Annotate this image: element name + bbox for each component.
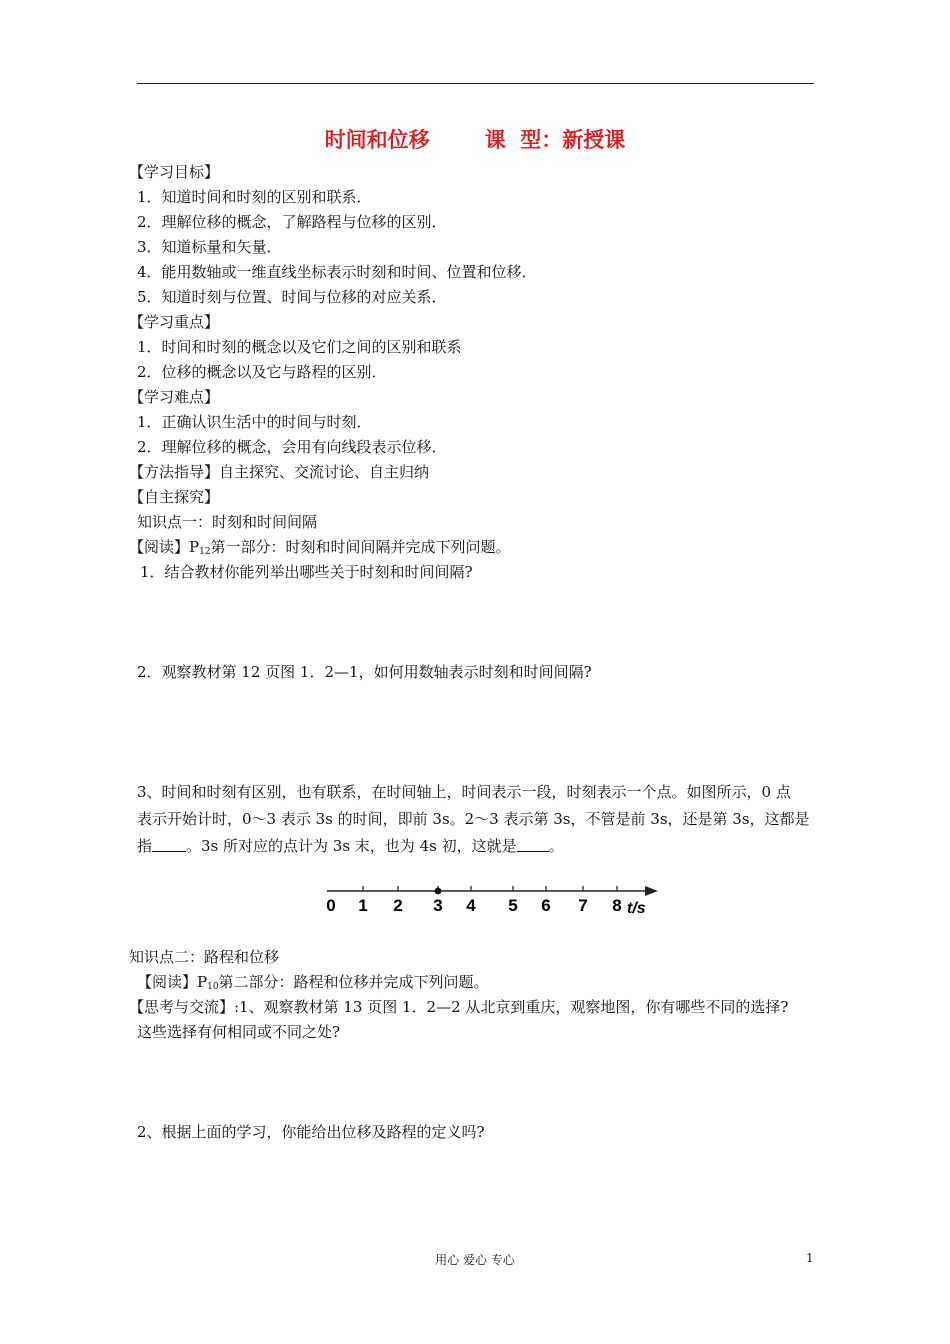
kp2-title: 知识点二：路程和位移 (129, 948, 280, 966)
kp1-question-3-line-3: 指 。3s 所对应的点计为 3s 末，也为 4s 初，这就是 。 (137, 837, 564, 855)
kp1-reading-post: 第一部分：时刻和时间间隔并完成下列问题。 (210, 538, 511, 556)
objective-item: 2．理解位移的概念，了解路程与位移的区别． (137, 213, 447, 231)
title-lesson: 时间和位移 (324, 127, 430, 152)
time-axis-tick-label: 7 (578, 896, 588, 915)
page-number: 1 (806, 1251, 814, 1265)
explore-heading: 【自主探究】 (129, 488, 220, 506)
difficulty-item: 1．正确认识生活中的时间与时刻． (137, 413, 372, 431)
key-point-item: 2．位移的概念以及它与路程的区别． (137, 363, 387, 381)
kp1-question-3-line-2: 表示开始计时，0～3 表示 3s 的时间，即前 3s。2～3 表示第 3s，不管是前 3s，还是第 3s，这都是 (137, 810, 810, 828)
time-axis-unit: t/s (627, 900, 646, 917)
kp2-think-line-1: 【思考与交流】:1、观察教材第 13 页图 1．2—2 从北京到重庆，观察地图，你有哪些不同的选择? (129, 998, 789, 1016)
page-title (0, 124, 950, 154)
kp2-reading (137, 972, 489, 997)
title-lesson-type: 课 型：新授课 (484, 127, 626, 152)
method-guidance: 【方法指导】自主探究、交流讨论、自主归纳 (129, 463, 430, 481)
time-axis-marked-point (435, 888, 442, 895)
kp1-reading-pre: 【阅读】P (129, 538, 200, 556)
objective-item: 1．知道时间和时刻的区别和联系． (137, 188, 372, 206)
time-axis-tick-label: 0 (326, 896, 336, 915)
answer-blank-2 (517, 838, 549, 852)
kp1-reading-page: 12 (199, 547, 211, 557)
time-axis-tick-label: 2 (393, 896, 403, 915)
difficulties-heading: 【学习难点】 (129, 388, 220, 406)
key-point-item: 1．时间和时刻的概念以及它们之间的区别和联系 (137, 338, 462, 356)
time-axis-arrow (645, 886, 658, 896)
objectives-heading: 【学习目标】 (129, 163, 220, 181)
objective-item: 3．知道标量和矢量． (137, 238, 282, 256)
kp2-reading-post: 第二部分：路程和位移并完成下列问题。 (218, 973, 489, 991)
time-axis-tick-label: 5 (508, 896, 518, 915)
kp1-title: 知识点一：时刻和时间间隔 (137, 513, 318, 531)
kp1-reading (129, 537, 511, 562)
time-axis-tick-label: 3 (433, 896, 443, 915)
time-axis-tick-label: 8 (612, 896, 622, 915)
answer-blank-1 (152, 838, 186, 852)
kp1-question-3-line-1: 3、时间和时刻有区别，也有联系，在时间轴上，时间表示一段，时刻表示一个点。如图所示，0 点 (137, 783, 791, 801)
kp2-reading-pre: 【阅读】P (137, 973, 208, 991)
kp1-question-1: 1．结合教材你能列举出哪些关于时刻和时间间隔? (140, 563, 473, 581)
key-points-heading: 【学习重点】 (129, 313, 220, 331)
objective-item: 4．能用数轴或一维直线坐标表示时刻和时间、位置和位移． (137, 263, 537, 281)
kp1-question-2: 2．观察教材第 12 页图 1．2—1，如何用数轴表示时刻和时间间隔? (137, 663, 592, 681)
kp2-think-line-2: 这些选择有何相同或不同之处? (137, 1023, 341, 1041)
kp2-question-2: 2、根据上面的学习，你能给出位移及路程的定义吗? (137, 1123, 485, 1141)
kp2-reading-page: 10 (207, 982, 219, 992)
difficulty-item: 2．理解位移的概念，会用有向线段表示位移． (137, 438, 447, 456)
time-axis-tick-label: 4 (466, 896, 476, 915)
header-rule (137, 83, 814, 84)
footer-motto: 用心 爱心 专心 (435, 1253, 515, 1267)
time-axis-tick-label: 1 (358, 896, 368, 915)
objective-item: 5．知道时刻与位置、时间与位移的对应关系． (137, 288, 447, 306)
time-axis-tick-label: 6 (541, 896, 551, 915)
time-axis-figure (320, 876, 665, 920)
